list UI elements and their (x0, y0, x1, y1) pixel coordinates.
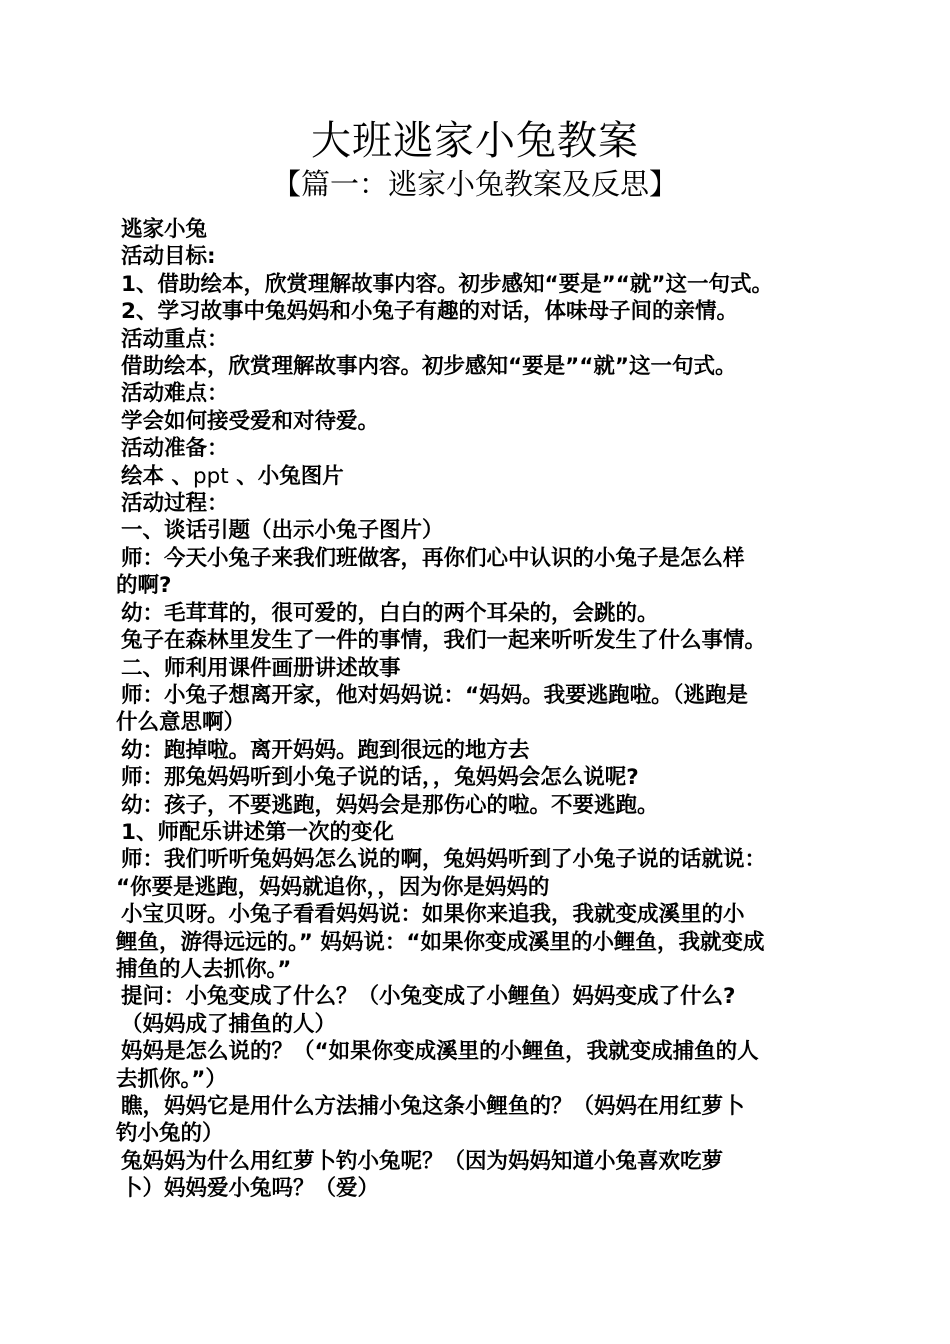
text-line: 活动重点： (121, 326, 229, 352)
text-line: 师：那兔妈妈听到小兔子说的话，，兔妈妈会怎么说呢? (121, 765, 639, 791)
text-line: 瞧，妈妈它是用什么方法捕小兔这条小鲤鱼的？（妈妈在用红萝卜 (121, 1094, 745, 1119)
text-line: “你要是逃跑，妈妈就追你，，因为你是妈妈的 (116, 874, 550, 900)
text-line: 的啊? (116, 573, 172, 599)
text-line: 1、借助绘本，欣赏理解故事内容。初步感知“要是”“就”这一句式。 (121, 271, 773, 297)
text-line: 借助绘本，欣赏理解故事内容。初步感知“要是”“就”这一句式。 (121, 354, 737, 380)
text-line: 师：小兔子想离开家，他对妈妈说：“妈妈。我要逃跑啦。（逃跑是 (121, 682, 748, 708)
text-line: 妈妈是怎么说的？（“如果你变成溪里的小鲤鱼，我就变成捕鱼的人 (121, 1039, 759, 1065)
text-segment: 、小兔图片 (228, 463, 344, 489)
text-line: 学会如何接受爱和对待爱。 (121, 408, 380, 434)
text-line: 师：我们听听兔妈妈怎么说的啊，兔妈妈听到了小兔子说的话就说： (121, 847, 767, 873)
text-line: 幼：毛茸茸的，很可爱的，白白的两个耳朵的，会跳的。 (121, 600, 659, 626)
text-line: 兔妈妈为什么用红萝卜钓小兔呢？（因为妈妈知道小兔喜欢吃萝 (121, 1148, 724, 1174)
text-line: 提问：小兔变成了什么？（小兔变成了小鲤鱼）妈妈变成了什么? (121, 984, 736, 1010)
document-body (116, 216, 838, 1203)
text-segment: ppt (193, 463, 229, 489)
text-line: 幼：孩子，不要逃跑，妈妈会是那伤心的啦。不要逃跑。 (121, 792, 659, 818)
text-line: 逃家小兔 (121, 217, 208, 242)
text-line: 兔子在森林里发生了一件的事情，我们一起来听听发生了什么事情。 (121, 628, 767, 654)
text-segment: 绘本 、 (121, 463, 193, 489)
text-line: 活动过程： (121, 491, 229, 517)
document-title: 大班逃家小兔教案 (311, 118, 639, 164)
text-line (116, 463, 838, 490)
text-line: 幼：跑掉啦。离开妈妈。跑到很远的地方去 (121, 737, 530, 763)
text-line: 卜）妈妈爱小兔吗？（爱） (121, 1176, 380, 1202)
text-line: 去抓你。”） (116, 1066, 227, 1092)
text-line: 1、师配乐讲述第一次的变化 (121, 819, 394, 845)
text-line: 钓小兔的） (116, 1121, 224, 1147)
text-line: 什么意思啊） (116, 710, 246, 736)
text-line: 活动准备： (121, 436, 229, 462)
text-line: 捕鱼的人去抓你。” (116, 956, 292, 982)
text-line: （妈妈成了捕鱼的人） (121, 1011, 337, 1037)
text-line: 一、谈话引题（出示小兔子图片） (121, 518, 444, 544)
text-line: 2、学习故事中兔妈妈和小兔子有趣的对话，体味母子间的亲情。 (121, 299, 738, 325)
text-line: 活动难点： (121, 381, 229, 407)
text-line: 二、师利用课件画册讲述故事 (121, 655, 401, 681)
text-line: 师：今天小兔子来我们班做客，再你们心中认识的小兔子是怎么样 (121, 545, 745, 571)
text-line: 活动目标: (121, 244, 216, 270)
document-subtitle: 【篇一：逃家小兔教案及反思】 (271, 167, 678, 201)
text-line: 小宝贝呀。小兔子看看妈妈说：如果你来追我，我就变成溪里的小 (121, 902, 745, 928)
text-line: 鲤鱼，游得远远的。” 妈妈说：“如果你变成溪里的小鲤鱼，我就变成 (116, 929, 765, 955)
